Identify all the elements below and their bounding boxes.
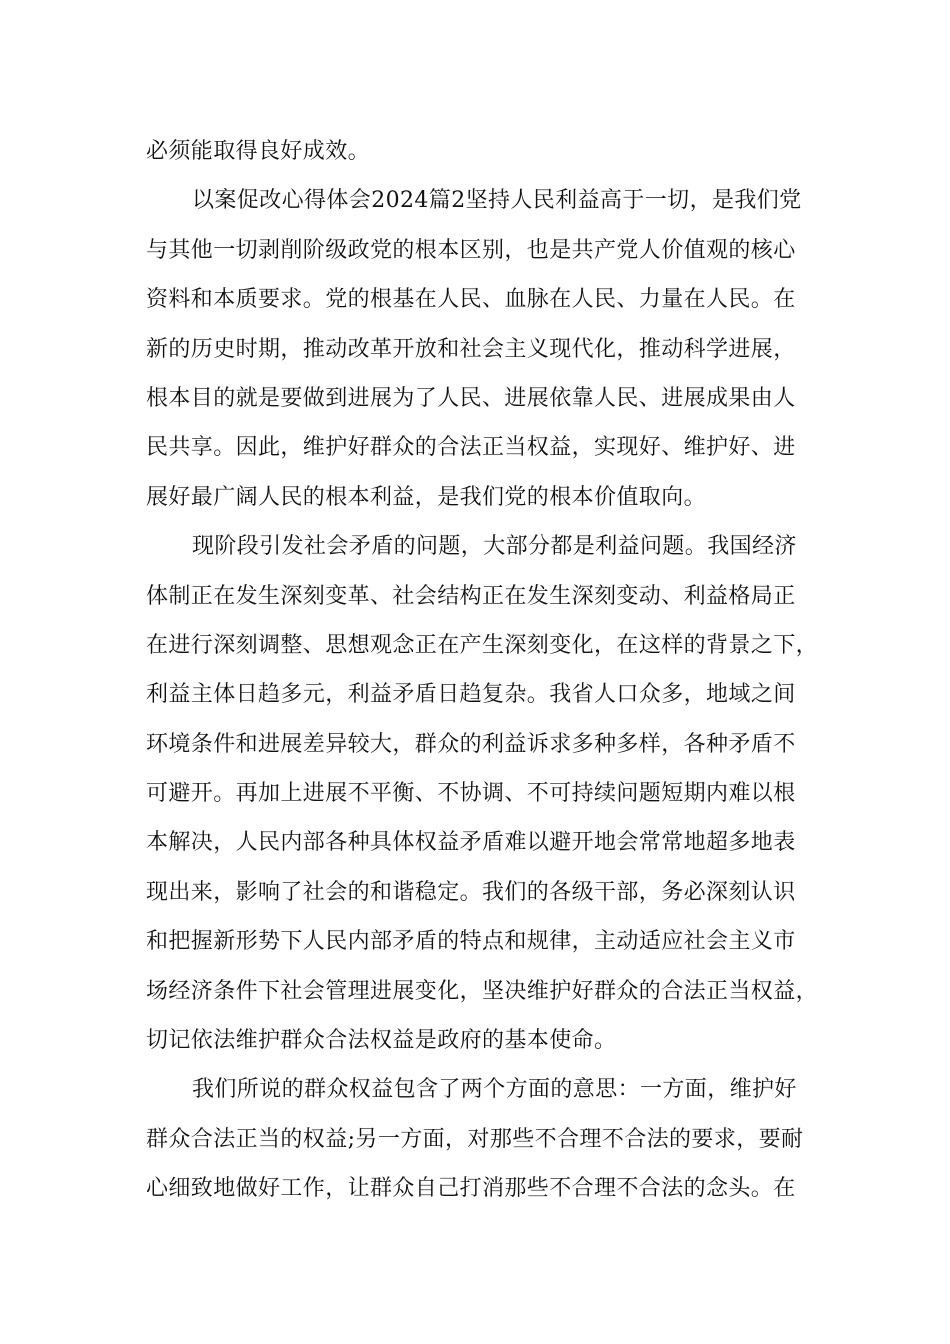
paragraph-first-line: 以案促改心得体会2024篇2坚持人民利益高于一切，是我们党	[192, 188, 802, 214]
text-line: 群众合法正当的权益;另一方面，对那些不合理不合法的要求，要耐	[146, 1126, 804, 1152]
document-body	[146, 127, 819, 1214]
text-line: 展好最广阔人民的根本利益，是我们党的根本价值取向。	[146, 484, 707, 510]
paragraph-first-line: 我们所说的群众权益包含了两个方面的意思：一方面，维护好	[192, 1077, 797, 1103]
text-line: 利益主体日趋多元，利益矛盾日趋复杂。我省人口众多，地域之间	[146, 682, 796, 708]
text-line: 心细致地做好工作，让群众自己打消那些不合理不合法的念头。在	[146, 1176, 796, 1202]
text-line: 体制正在发生深刻变革、社会结构正在发生深刻变动、利益格局正	[146, 583, 796, 609]
text-line: 必须能取得良好成效。	[146, 139, 371, 164]
paragraph-first-line: 现阶段引发社会矛盾的问题，大部分都是利益问题。我国经济	[192, 534, 797, 560]
text-line: 在进行深刻调整、思想观念正在产生深刻变化，在这样的背景之下，	[146, 632, 819, 658]
text-line: 资料和本质要求。党的根基在人民、血脉在人民、力量在人民。在	[146, 287, 796, 313]
text-line: 民共享。因此，维护好群众的合法正当权益，实现好、维护好、进	[146, 435, 796, 461]
text-line: 与其他一切剥削阶级政党的根本区别，也是共产党人价值观的核心	[146, 237, 796, 263]
text-line: 根本目的就是要做到进展为了人民、进展依靠人民、进展成果由人	[146, 385, 796, 411]
text-line: 场经济条件下社会管理进展变化，坚决维护好群众的合法正当权益，	[146, 978, 819, 1004]
text-line: 新的历史时期，推动改革开放和社会主义现代化，推动科学进展，	[146, 336, 796, 362]
text-line: 切记依法维护群众合法权益是政府的基本使命。	[146, 1028, 617, 1054]
text-line: 现出来，影响了社会的和谐稳定。我们的各级干部，务必深刻认识	[146, 879, 796, 905]
text-line: 和把握新形势下人民内部矛盾的特点和规律，主动适应社会主义市	[146, 929, 796, 955]
text-line: 本解决，人民内部各种具体权益矛盾难以避开地会常常地超多地表	[146, 830, 796, 856]
text-line: 可避开。再加上进展不平衡、不协调、不可持续问题短期内难以根	[146, 781, 796, 807]
text-line: 环境条件和进展差异较大，群众的利益诉求多种多样，各种矛盾不	[146, 731, 796, 757]
